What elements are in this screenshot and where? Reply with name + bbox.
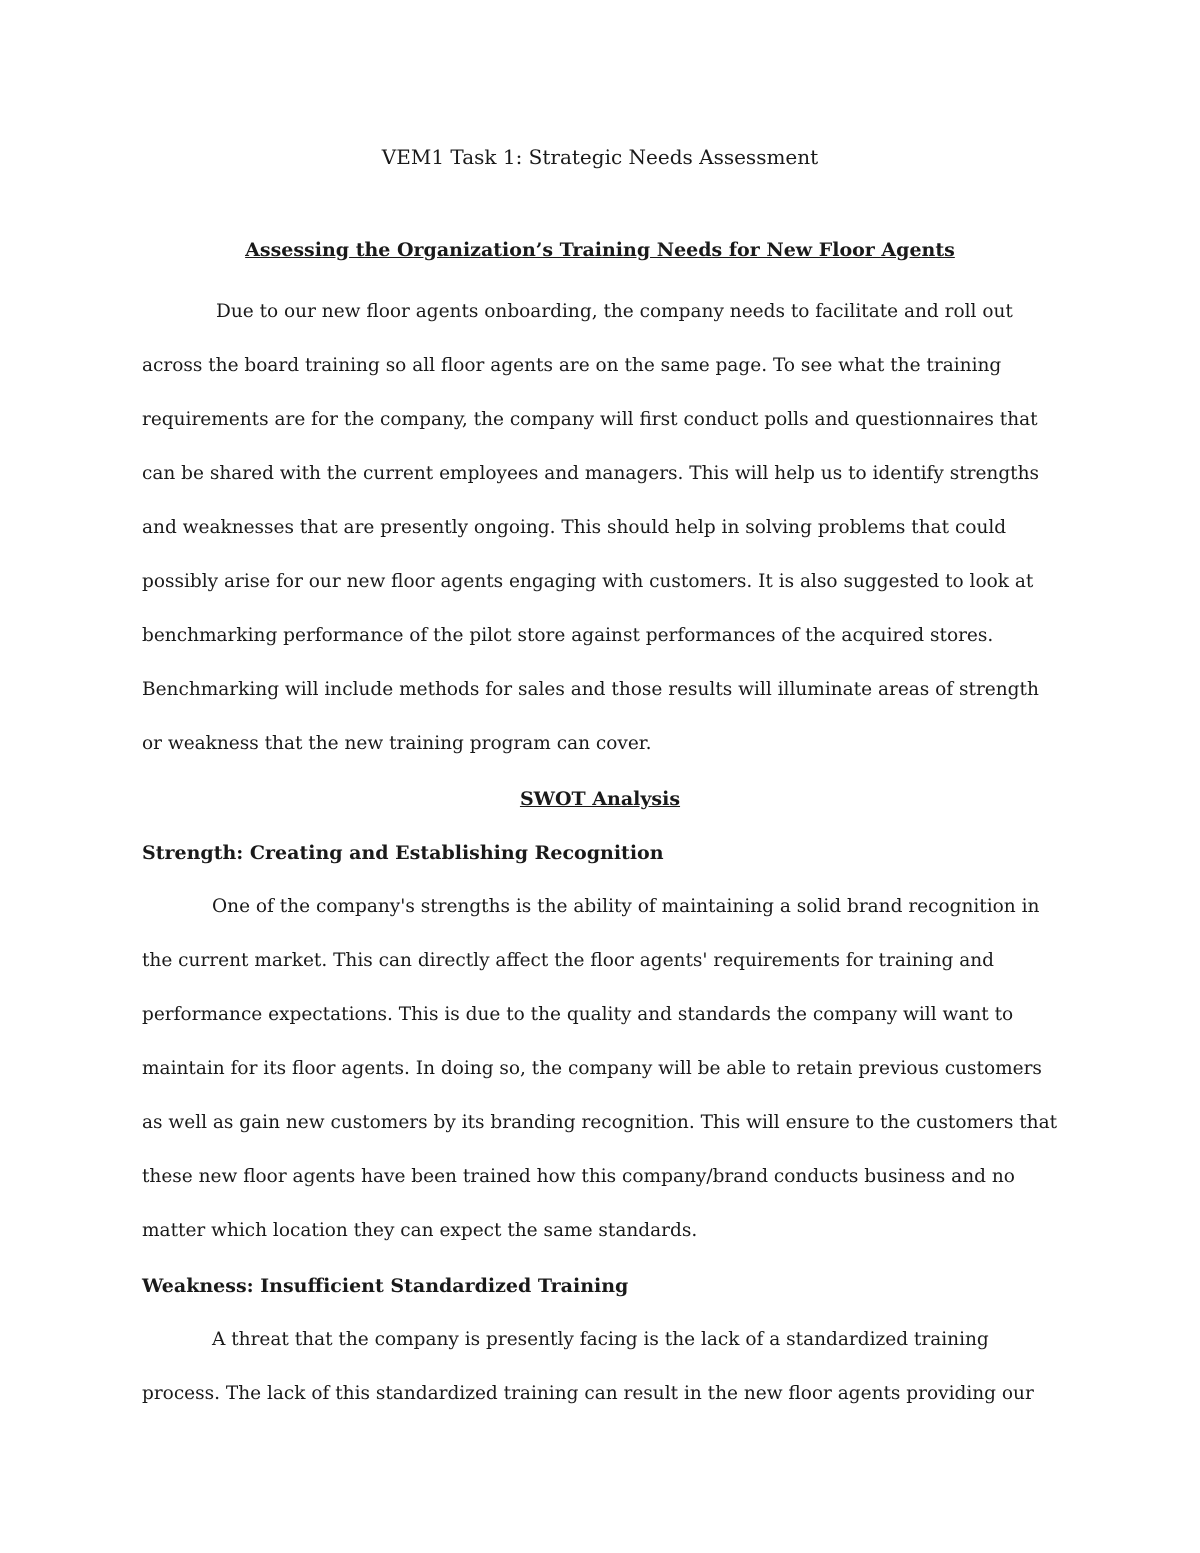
intro-line: possibly arise for our new floor agents engaging with customers. It is also suggested to look at [142, 571, 1034, 592]
weakness-line: A threat that the company is presently facing is the lack of a standardized training [212, 1329, 989, 1350]
intro-line: or weakness that the new training program can cover. [142, 733, 652, 754]
strength-line: performance expectations. This is due to the quality and standards the company will want to [142, 1004, 1014, 1025]
weakness-heading: Weakness: Insufficient Standardized Training [142, 1275, 629, 1297]
intro-line: and weaknesses that are presently ongoing. This should help in solving problems that could [142, 517, 1007, 538]
strength-line: the current market. This can directly affect the floor agents' requirements for training and [142, 950, 995, 971]
strength-line: these new floor agents have been trained how this company/brand conducts business and no [142, 1166, 1015, 1187]
document-title: VEM1 Task 1: Strategic Needs Assessment [381, 145, 819, 169]
intro-line: Due to our new floor agents onboarding, the company needs to facilitate and roll out [216, 301, 1013, 322]
swot-heading: SWOT Analysis [519, 788, 681, 810]
strength-line: matter which location they can expect the same standards. [142, 1220, 698, 1241]
intro-line: Benchmarking will include methods for sales and those results will illuminate areas of strength [142, 679, 1039, 700]
intro-line: requirements are for the company, the company will first conduct polls and questionnaires that [142, 409, 1038, 430]
strength-line: maintain for its floor agents. In doing so, the company will be able to retain previous customers [142, 1058, 1042, 1079]
weakness-line: process. The lack of this standardized training can result in the new floor agents providing our [142, 1383, 1034, 1404]
strength-line: as well as gain new customers by its branding recognition. This will ensure to the customers that [142, 1112, 1058, 1133]
intro-line: can be shared with the current employees and managers. This will help us to identify strengths [142, 463, 1040, 484]
intro-line: across the board training so all floor agents are on the same page. To see what the training [142, 355, 1002, 376]
intro-line: benchmarking performance of the pilot store against performances of the acquired stores. [142, 625, 994, 646]
strength-heading: Strength: Creating and Establishing Recognition [142, 842, 664, 864]
main-heading: Assessing the Organization’s Training Needs for New Floor Agents [245, 239, 955, 261]
strength-line: One of the company's strengths is the ability of maintaining a solid brand recognition in [212, 896, 1040, 917]
